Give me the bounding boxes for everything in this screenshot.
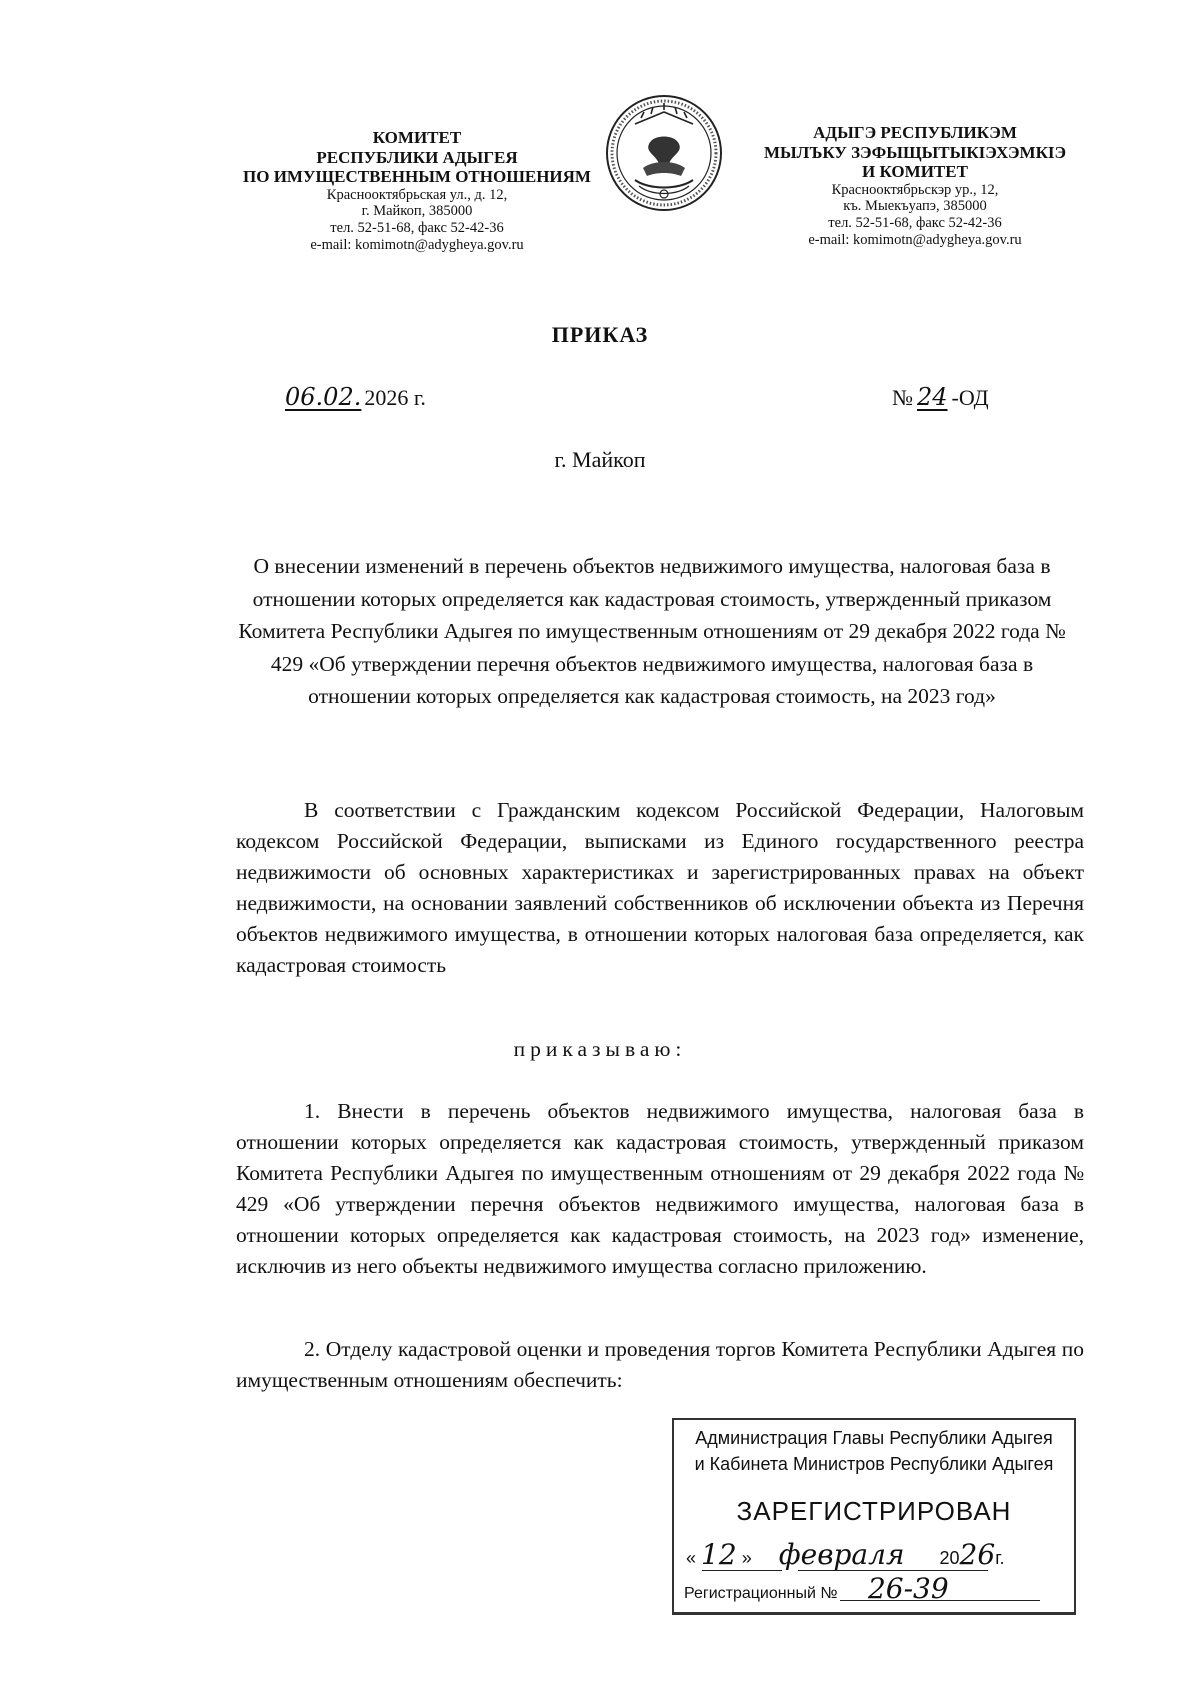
org-name-line: ПО ИМУЩЕСТВЕННЫМ ОТНОШЕНИЯМ <box>243 167 591 187</box>
date-printed: 2026 г. <box>364 385 426 410</box>
stamp-quote-open: « <box>686 1548 697 1568</box>
document-title: ПРИКАЗ <box>551 322 649 347</box>
org-name-line: МЫЛЪКУ ЗЭФЫЩЫТЫКІЭХЭМКІЭ <box>763 142 1067 162</box>
org-address-line: г. Майкоп, 385000 <box>361 203 473 220</box>
org-email: e-mail: komimotn@adygheya.gov.ru <box>808 231 1022 248</box>
org-name-line: АДЫГЭ РЕСПУБЛИКЭМ <box>813 123 1017 142</box>
order-item-2: 2. Отделу кадастровой оценки и проведения торгов Комитета Республики Адыгея по имущественным отношениям обеспечить: <box>236 1337 1084 1392</box>
number-handwritten: 24 <box>917 383 948 411</box>
stamp-year-suffix: г. <box>995 1548 1005 1568</box>
org-phone: тел. 52-51-68, факс 52-42-36 <box>330 219 504 236</box>
letterhead-left <box>232 128 602 253</box>
letterhead-right <box>755 123 1075 248</box>
stamp-date <box>686 1538 1066 1571</box>
order-word: приказываю: <box>513 1037 687 1061</box>
stamp-year-handwritten: 26 <box>959 1538 996 1571</box>
registration-stamp <box>672 1418 1076 1615</box>
stamp-org-line: Администрация Главы Республики Адыгея <box>695 1428 1053 1448</box>
org-address-line: Краснооктябрьская ул., д. 12, <box>326 186 508 203</box>
org-email: e-mail: komimotn@adygheya.gov.ru <box>310 236 524 253</box>
stamp-year-prefix: 20 <box>939 1548 960 1568</box>
org-name-line: РЕСПУБЛИКИ АДЫГЕЯ <box>316 147 518 167</box>
number-suffix: -ОД <box>951 385 989 410</box>
stamp-org-line: и Кабинета Министров Республики Адыгея <box>694 1454 1054 1474</box>
stamp-status: ЗАРЕГИСТРИРОВАН <box>736 1496 1012 1526</box>
number-prefix: № <box>892 385 913 410</box>
stamp-day-handwritten: 12 <box>701 1538 737 1571</box>
document-number <box>892 383 989 411</box>
date-handwritten: 06.02. <box>285 383 362 411</box>
document-subject: О внесении изменений в перечень объектов недвижимого имущества, налоговая база в отношении которых определяется как кадастровая стоимость, утвержденный приказом Комитета Республики Адыгея по имущественным отношениям от 29 декабря 2022 года № 429 «Об утверждении перечня объектов недвижимого имущества, налоговая база в отношении которых определяется как кадастровая стоимость, на 2023 год» <box>238 554 1066 708</box>
org-address-line: Краснооктябрьскэр ур., 12, <box>831 181 999 198</box>
preamble-paragraph: В соответствии с Гражданским кодексом Российской Федерации, Налоговым кодексом Российской Федерации, выписками из Единого государственного реестра недвижимости об основных характеристиках и зарегистрированных правах на объект недвижимости, на основании заявлений собственников об исключении объекта из Перечня объектов недвижимого имущества, в отношении которых налоговая база определяется, как кадастровая стоимость <box>236 798 1084 977</box>
order-item-1: 1. Внести в перечень объектов недвижимого имущества, налоговая база в отношении которых определяется как кадастровая стоимость, утвержденный приказом Комитета Республики Адыгея по имущественным отношениям от 29 декабря 2022 года № 429 «Об утверждении перечня объектов недвижимого имущества, налоговая база в отношении которых определяется как кадастровая стоимость, на 2023 год» изменение, исключив из него объекты недвижимого имущества согласно приложению. <box>236 1099 1084 1278</box>
document-date <box>282 383 426 411</box>
stamp-quote-close: » <box>741 1548 752 1568</box>
org-name-line: КОМИТЕТ <box>372 128 462 147</box>
org-name-line: И КОМИТЕТ <box>862 162 968 182</box>
document-city: г. Майкоп <box>554 447 646 472</box>
stamp-reg-number-handwritten: 26-39 <box>867 1572 949 1605</box>
stamp-month-handwritten: февраля <box>778 1538 905 1571</box>
coat-of-arms-emblem-icon <box>605 94 723 212</box>
org-phone: тел. 52-51-68, факс 52-42-36 <box>828 214 1002 231</box>
stamp-reg-label: Регистрационный № <box>684 1585 838 1602</box>
org-address-line: къ. Мыекъуапэ, 385000 <box>843 198 987 215</box>
